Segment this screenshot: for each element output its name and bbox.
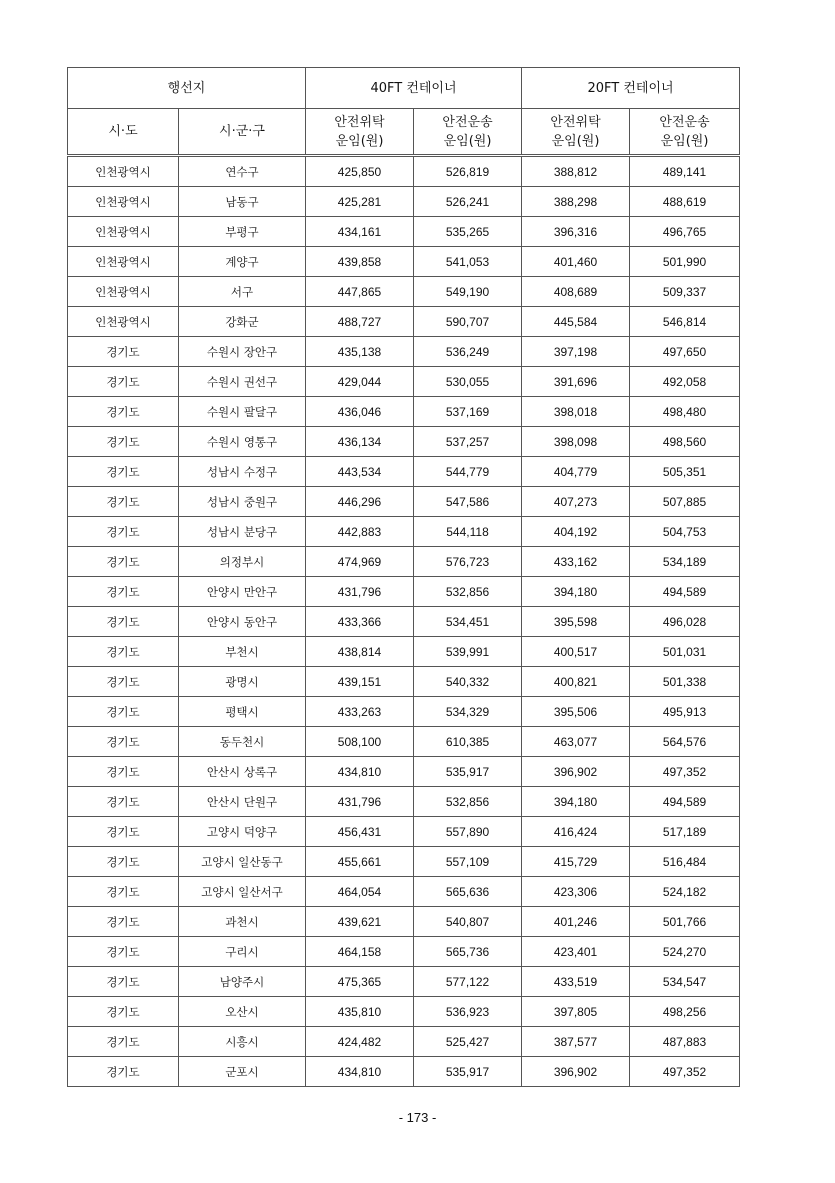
cell-sigungu: 고양시 일산동구 bbox=[179, 847, 306, 877]
cell-40ft-transport: 532,856 bbox=[414, 577, 522, 607]
cell-sido: 경기도 bbox=[68, 427, 179, 457]
cell-20ft-consign: 398,098 bbox=[522, 427, 630, 457]
table-row bbox=[68, 307, 740, 337]
cell-40ft-consign: 436,134 bbox=[306, 427, 414, 457]
table-row bbox=[68, 156, 740, 187]
cell-sido: 인천광역시 bbox=[68, 187, 179, 217]
table-row bbox=[68, 997, 740, 1027]
cell-20ft-transport: 524,270 bbox=[630, 937, 740, 967]
cell-sido: 경기도 bbox=[68, 967, 179, 997]
cell-20ft-consign: 388,298 bbox=[522, 187, 630, 217]
cell-20ft-transport: 498,560 bbox=[630, 427, 740, 457]
cell-20ft-transport: 497,352 bbox=[630, 757, 740, 787]
header-row-columns bbox=[68, 109, 740, 156]
cell-20ft-consign: 407,273 bbox=[522, 487, 630, 517]
cell-40ft-transport: 535,265 bbox=[414, 217, 522, 247]
cell-sido: 인천광역시 bbox=[68, 277, 179, 307]
table-row bbox=[68, 547, 740, 577]
cell-20ft-consign: 395,598 bbox=[522, 607, 630, 637]
cell-20ft-consign: 445,584 bbox=[522, 307, 630, 337]
cell-40ft-transport: 535,917 bbox=[414, 1057, 522, 1087]
cell-40ft-transport: 541,053 bbox=[414, 247, 522, 277]
cell-20ft-consign: 396,902 bbox=[522, 1057, 630, 1087]
cell-20ft-transport: 534,189 bbox=[630, 547, 740, 577]
cell-40ft-consign: 455,661 bbox=[306, 847, 414, 877]
cell-40ft-transport: 534,451 bbox=[414, 607, 522, 637]
cell-20ft-transport: 498,480 bbox=[630, 397, 740, 427]
cell-40ft-transport: 530,055 bbox=[414, 367, 522, 397]
cell-20ft-consign: 404,192 bbox=[522, 517, 630, 547]
header-line: 운임(원) bbox=[551, 133, 600, 149]
cell-20ft-consign: 394,180 bbox=[522, 787, 630, 817]
cell-sido: 경기도 bbox=[68, 697, 179, 727]
cell-20ft-consign: 408,689 bbox=[522, 277, 630, 307]
cell-40ft-transport: 532,856 bbox=[414, 787, 522, 817]
cell-40ft-transport: 537,169 bbox=[414, 397, 522, 427]
cell-sigungu: 안양시 만안구 bbox=[179, 577, 306, 607]
table-row bbox=[68, 247, 740, 277]
cell-sido: 경기도 bbox=[68, 907, 179, 937]
cell-sido: 경기도 bbox=[68, 1057, 179, 1087]
cell-20ft-transport: 488,619 bbox=[630, 187, 740, 217]
header-line: 안전위탁 bbox=[334, 114, 385, 130]
header-20ft-consign-rate bbox=[522, 109, 630, 156]
cell-20ft-transport: 505,351 bbox=[630, 457, 740, 487]
cell-sigungu: 안양시 동안구 bbox=[179, 607, 306, 637]
table-row bbox=[68, 727, 740, 757]
cell-20ft-transport: 516,484 bbox=[630, 847, 740, 877]
cell-20ft-consign: 404,779 bbox=[522, 457, 630, 487]
cell-sigungu: 광명시 bbox=[179, 667, 306, 697]
cell-40ft-transport: 557,890 bbox=[414, 817, 522, 847]
header-40ft-container: 40FT 컨테이너 bbox=[306, 68, 522, 109]
cell-40ft-transport: 526,241 bbox=[414, 187, 522, 217]
cell-40ft-consign: 439,621 bbox=[306, 907, 414, 937]
cell-40ft-transport: 536,923 bbox=[414, 997, 522, 1027]
cell-40ft-consign: 435,138 bbox=[306, 337, 414, 367]
cell-40ft-consign: 475,365 bbox=[306, 967, 414, 997]
cell-40ft-transport: 590,707 bbox=[414, 307, 522, 337]
cell-sigungu: 안산시 상록구 bbox=[179, 757, 306, 787]
table-row bbox=[68, 577, 740, 607]
header-sido: 시·도 bbox=[68, 109, 179, 156]
cell-40ft-consign: 436,046 bbox=[306, 397, 414, 427]
cell-40ft-consign: 443,534 bbox=[306, 457, 414, 487]
cell-40ft-consign: 442,883 bbox=[306, 517, 414, 547]
cell-40ft-consign: 435,810 bbox=[306, 997, 414, 1027]
cell-20ft-consign: 391,696 bbox=[522, 367, 630, 397]
cell-40ft-consign: 456,431 bbox=[306, 817, 414, 847]
cell-sido: 경기도 bbox=[68, 607, 179, 637]
cell-20ft-consign: 397,198 bbox=[522, 337, 630, 367]
cell-sido: 경기도 bbox=[68, 787, 179, 817]
cell-sido: 경기도 bbox=[68, 487, 179, 517]
cell-sido: 경기도 bbox=[68, 337, 179, 367]
cell-40ft-consign: 433,366 bbox=[306, 607, 414, 637]
header-row-groups bbox=[68, 68, 740, 109]
header-line: 안전운송 bbox=[659, 114, 710, 130]
cell-40ft-consign: 447,865 bbox=[306, 277, 414, 307]
cell-20ft-transport: 517,189 bbox=[630, 817, 740, 847]
cell-20ft-consign: 387,577 bbox=[522, 1027, 630, 1057]
cell-sigungu: 남동구 bbox=[179, 187, 306, 217]
cell-20ft-consign: 401,460 bbox=[522, 247, 630, 277]
header-40ft-transport-rate bbox=[414, 109, 522, 156]
table-row bbox=[68, 637, 740, 667]
cell-40ft-transport: 540,332 bbox=[414, 667, 522, 697]
header-40ft-consign-rate bbox=[306, 109, 414, 156]
cell-sigungu: 계양구 bbox=[179, 247, 306, 277]
cell-40ft-consign: 434,810 bbox=[306, 757, 414, 787]
cell-40ft-consign: 431,796 bbox=[306, 787, 414, 817]
cell-40ft-consign: 464,054 bbox=[306, 877, 414, 907]
cell-20ft-transport: 497,650 bbox=[630, 337, 740, 367]
cell-sigungu: 부평구 bbox=[179, 217, 306, 247]
header-20ft-transport-rate bbox=[630, 109, 740, 156]
cell-sido: 경기도 bbox=[68, 457, 179, 487]
cell-40ft-transport: 577,122 bbox=[414, 967, 522, 997]
cell-20ft-transport: 494,589 bbox=[630, 577, 740, 607]
table-row bbox=[68, 847, 740, 877]
cell-40ft-transport: 565,636 bbox=[414, 877, 522, 907]
cell-40ft-transport: 526,819 bbox=[414, 156, 522, 187]
cell-20ft-transport: 504,753 bbox=[630, 517, 740, 547]
table-row bbox=[68, 787, 740, 817]
table-row bbox=[68, 817, 740, 847]
cell-20ft-transport: 487,883 bbox=[630, 1027, 740, 1057]
table-row bbox=[68, 1027, 740, 1057]
cell-40ft-transport: 544,779 bbox=[414, 457, 522, 487]
cell-20ft-transport: 509,337 bbox=[630, 277, 740, 307]
cell-sido: 경기도 bbox=[68, 727, 179, 757]
cell-40ft-consign: 508,100 bbox=[306, 727, 414, 757]
header-line: 안전운송 bbox=[442, 114, 493, 130]
table-row bbox=[68, 877, 740, 907]
cell-sigungu: 동두천시 bbox=[179, 727, 306, 757]
cell-20ft-transport: 546,814 bbox=[630, 307, 740, 337]
cell-20ft-transport: 492,058 bbox=[630, 367, 740, 397]
table-row bbox=[68, 217, 740, 247]
cell-sido: 경기도 bbox=[68, 637, 179, 667]
table-row bbox=[68, 187, 740, 217]
header-region: 행선지 bbox=[68, 68, 306, 109]
cell-sigungu: 강화군 bbox=[179, 307, 306, 337]
cell-sido: 경기도 bbox=[68, 817, 179, 847]
cell-sido: 경기도 bbox=[68, 517, 179, 547]
cell-sido: 경기도 bbox=[68, 397, 179, 427]
cell-20ft-consign: 394,180 bbox=[522, 577, 630, 607]
cell-sigungu: 의정부시 bbox=[179, 547, 306, 577]
cell-40ft-transport: 536,249 bbox=[414, 337, 522, 367]
cell-40ft-transport: 539,991 bbox=[414, 637, 522, 667]
cell-sigungu: 군포시 bbox=[179, 1057, 306, 1087]
page-number: - 173 - bbox=[398, 1110, 437, 1125]
header-line: 운임(원) bbox=[335, 133, 384, 149]
cell-sigungu: 성남시 중원구 bbox=[179, 487, 306, 517]
cell-40ft-consign: 424,482 bbox=[306, 1027, 414, 1057]
cell-40ft-transport: 565,736 bbox=[414, 937, 522, 967]
cell-40ft-consign: 431,796 bbox=[306, 577, 414, 607]
table-row bbox=[68, 1057, 740, 1087]
cell-40ft-consign: 425,281 bbox=[306, 187, 414, 217]
cell-20ft-transport: 564,576 bbox=[630, 727, 740, 757]
table-row bbox=[68, 907, 740, 937]
cell-sigungu: 서구 bbox=[179, 277, 306, 307]
cell-sido: 경기도 bbox=[68, 577, 179, 607]
cell-20ft-transport: 501,031 bbox=[630, 637, 740, 667]
cell-20ft-consign: 401,246 bbox=[522, 907, 630, 937]
cell-20ft-consign: 398,018 bbox=[522, 397, 630, 427]
cell-40ft-transport: 535,917 bbox=[414, 757, 522, 787]
cell-20ft-consign: 397,805 bbox=[522, 997, 630, 1027]
cell-40ft-transport: 525,427 bbox=[414, 1027, 522, 1057]
cell-40ft-transport: 557,109 bbox=[414, 847, 522, 877]
table-header bbox=[68, 68, 740, 156]
cell-20ft-transport: 497,352 bbox=[630, 1057, 740, 1087]
cell-20ft-transport: 524,182 bbox=[630, 877, 740, 907]
cell-40ft-transport: 544,118 bbox=[414, 517, 522, 547]
cell-40ft-consign: 446,296 bbox=[306, 487, 414, 517]
table-row bbox=[68, 457, 740, 487]
cell-sido: 인천광역시 bbox=[68, 217, 179, 247]
table-row bbox=[68, 937, 740, 967]
header-20ft-container: 20FT 컨테이너 bbox=[522, 68, 740, 109]
cell-sigungu: 수원시 권선구 bbox=[179, 367, 306, 397]
cell-20ft-consign: 433,519 bbox=[522, 967, 630, 997]
cell-20ft-transport: 534,547 bbox=[630, 967, 740, 997]
freight-rate-table bbox=[67, 67, 740, 1087]
table-row bbox=[68, 277, 740, 307]
table-row bbox=[68, 397, 740, 427]
cell-sido: 인천광역시 bbox=[68, 247, 179, 277]
cell-sigungu: 구리시 bbox=[179, 937, 306, 967]
cell-20ft-consign: 463,077 bbox=[522, 727, 630, 757]
cell-40ft-consign: 433,263 bbox=[306, 697, 414, 727]
cell-40ft-transport: 610,385 bbox=[414, 727, 522, 757]
table-row bbox=[68, 667, 740, 697]
cell-sigungu: 과천시 bbox=[179, 907, 306, 937]
cell-sigungu: 오산시 bbox=[179, 997, 306, 1027]
cell-20ft-consign: 400,517 bbox=[522, 637, 630, 667]
cell-sido: 인천광역시 bbox=[68, 156, 179, 187]
cell-20ft-consign: 423,401 bbox=[522, 937, 630, 967]
cell-sigungu: 부천시 bbox=[179, 637, 306, 667]
cell-40ft-consign: 488,727 bbox=[306, 307, 414, 337]
cell-sigungu: 평택시 bbox=[179, 697, 306, 727]
cell-sigungu: 수원시 팔달구 bbox=[179, 397, 306, 427]
cell-20ft-transport: 489,141 bbox=[630, 156, 740, 187]
cell-sido: 경기도 bbox=[68, 367, 179, 397]
cell-20ft-transport: 498,256 bbox=[630, 997, 740, 1027]
cell-20ft-consign: 415,729 bbox=[522, 847, 630, 877]
cell-20ft-transport: 501,338 bbox=[630, 667, 740, 697]
cell-40ft-transport: 576,723 bbox=[414, 547, 522, 577]
cell-20ft-consign: 395,506 bbox=[522, 697, 630, 727]
cell-20ft-consign: 433,162 bbox=[522, 547, 630, 577]
cell-20ft-consign: 416,424 bbox=[522, 817, 630, 847]
cell-sido: 경기도 bbox=[68, 757, 179, 787]
cell-sido: 경기도 bbox=[68, 877, 179, 907]
table-body bbox=[68, 156, 740, 1087]
cell-20ft-transport: 501,990 bbox=[630, 247, 740, 277]
cell-20ft-consign: 400,821 bbox=[522, 667, 630, 697]
table-row bbox=[68, 757, 740, 787]
table-row bbox=[68, 427, 740, 457]
table-row bbox=[68, 337, 740, 367]
cell-40ft-consign: 434,810 bbox=[306, 1057, 414, 1087]
cell-sido: 경기도 bbox=[68, 937, 179, 967]
cell-sido: 인천광역시 bbox=[68, 307, 179, 337]
header-line: 안전위탁 bbox=[550, 114, 601, 130]
cell-40ft-transport: 547,586 bbox=[414, 487, 522, 517]
table-row bbox=[68, 967, 740, 997]
cell-40ft-consign: 464,158 bbox=[306, 937, 414, 967]
cell-40ft-consign: 439,858 bbox=[306, 247, 414, 277]
cell-sido: 경기도 bbox=[68, 847, 179, 877]
cell-20ft-transport: 496,765 bbox=[630, 217, 740, 247]
cell-40ft-consign: 425,850 bbox=[306, 156, 414, 187]
cell-20ft-consign: 396,316 bbox=[522, 217, 630, 247]
table-row bbox=[68, 697, 740, 727]
cell-20ft-transport: 496,028 bbox=[630, 607, 740, 637]
cell-20ft-transport: 495,913 bbox=[630, 697, 740, 727]
cell-40ft-consign: 438,814 bbox=[306, 637, 414, 667]
cell-20ft-consign: 388,812 bbox=[522, 156, 630, 187]
table-row bbox=[68, 517, 740, 547]
table-row bbox=[68, 607, 740, 637]
cell-sigungu: 안산시 단원구 bbox=[179, 787, 306, 817]
cell-sigungu: 성남시 분당구 bbox=[179, 517, 306, 547]
cell-40ft-consign: 439,151 bbox=[306, 667, 414, 697]
cell-sigungu: 수원시 장안구 bbox=[179, 337, 306, 367]
cell-20ft-consign: 423,306 bbox=[522, 877, 630, 907]
cell-20ft-transport: 494,589 bbox=[630, 787, 740, 817]
cell-20ft-transport: 507,885 bbox=[630, 487, 740, 517]
header-sigungu: 시·군·구 bbox=[179, 109, 306, 156]
cell-40ft-consign: 474,969 bbox=[306, 547, 414, 577]
header-line: 운임(원) bbox=[443, 133, 492, 149]
cell-sigungu: 수원시 영통구 bbox=[179, 427, 306, 457]
cell-20ft-consign: 396,902 bbox=[522, 757, 630, 787]
cell-20ft-transport: 501,766 bbox=[630, 907, 740, 937]
cell-sigungu: 시흥시 bbox=[179, 1027, 306, 1057]
cell-sido: 경기도 bbox=[68, 547, 179, 577]
cell-sigungu: 연수구 bbox=[179, 156, 306, 187]
cell-40ft-consign: 434,161 bbox=[306, 217, 414, 247]
cell-40ft-transport: 540,807 bbox=[414, 907, 522, 937]
table-row bbox=[68, 487, 740, 517]
cell-sigungu: 고양시 일산서구 bbox=[179, 877, 306, 907]
header-line: 운임(원) bbox=[660, 133, 709, 149]
cell-40ft-transport: 549,190 bbox=[414, 277, 522, 307]
cell-sido: 경기도 bbox=[68, 667, 179, 697]
cell-sigungu: 남양주시 bbox=[179, 967, 306, 997]
cell-sido: 경기도 bbox=[68, 1027, 179, 1057]
table-row bbox=[68, 367, 740, 397]
cell-40ft-transport: 534,329 bbox=[414, 697, 522, 727]
cell-40ft-transport: 537,257 bbox=[414, 427, 522, 457]
cell-40ft-consign: 429,044 bbox=[306, 367, 414, 397]
cell-sido: 경기도 bbox=[68, 997, 179, 1027]
cell-sigungu: 성남시 수정구 bbox=[179, 457, 306, 487]
cell-sigungu: 고양시 덕양구 bbox=[179, 817, 306, 847]
